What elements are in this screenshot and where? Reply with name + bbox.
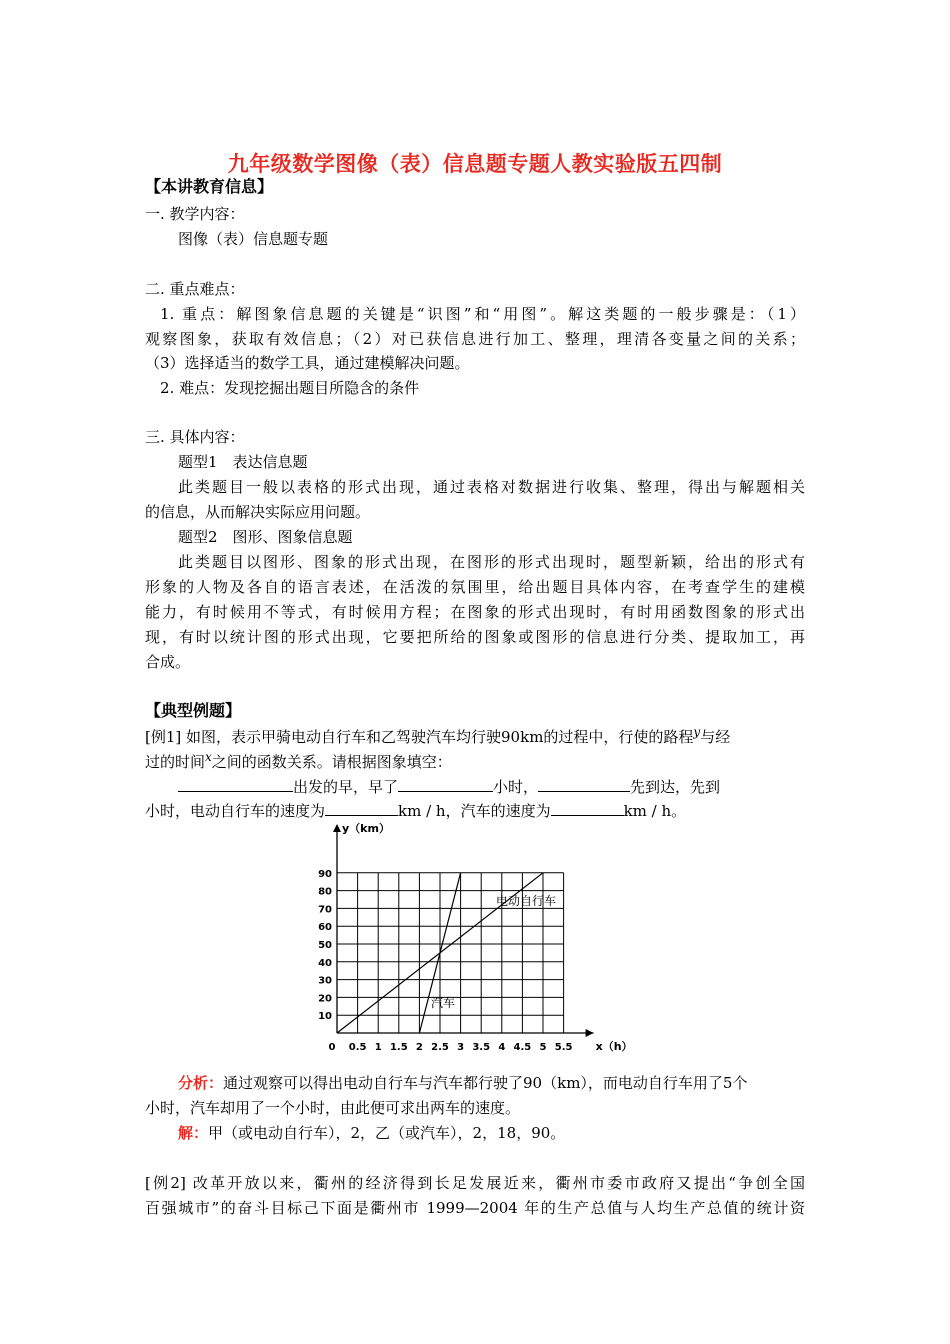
type2-line5: 合成。 [145, 653, 191, 671]
type1-heading: 题型1 表达信息题 [178, 453, 308, 471]
example1-line3-text-a: 出发的早，早了 [293, 778, 399, 796]
type2-line1: 此类题目以图形、图象的形式出现，在图形的形式出现时，题型新颖，给出的形式有 [178, 553, 805, 571]
example1-line1-text: [例1] 如图，表示甲骑电动自行车和乙驾驶汽车均行驶90km的过程中，行使的路程 [145, 728, 694, 746]
analysis-label: 分析： [178, 1074, 224, 1092]
x-tick-label: 2.5 [431, 1042, 449, 1053]
section-heading-examples: 【典型例题】 [145, 701, 242, 720]
section2-key-line2: 观察图象，获取有效信息；（2）对已获信息进行加工、整理，理清各变量之间的关系； [145, 330, 805, 348]
variable-x: x [205, 750, 212, 764]
x-tick-label: 5 [539, 1042, 547, 1053]
x-axis-arrow [586, 1029, 594, 1037]
blank-first-arrival[interactable] [538, 777, 630, 792]
blank-bike-speed[interactable] [325, 801, 398, 816]
example1-line4-text-a: 小时，电动自行车的速度为 [145, 802, 326, 820]
example1-line3 [178, 777, 720, 797]
x-tick-label: 2 [415, 1042, 423, 1053]
x-tick-label: 3.5 [472, 1042, 491, 1053]
section3-heading: 三. 具体内容： [145, 428, 245, 446]
type2-heading: 题型2 图形、图象信息题 [178, 528, 353, 546]
x-tick-label: 0.5 [348, 1042, 367, 1053]
x-tick-label: 3 [457, 1042, 465, 1053]
y-tick-label: 30 [318, 975, 332, 987]
analysis-text: 通过观察可以得出电动自行车与汽车都行驶了90（km），而电动自行车用了5个 [223, 1074, 748, 1092]
answer-label: 解： [178, 1124, 209, 1142]
x-tick-label: 5.5 [554, 1042, 573, 1053]
blank-early-hours[interactable] [398, 777, 493, 792]
y-tick-label: 60 [318, 922, 332, 934]
section1-heading: 一. 教学内容： [145, 205, 245, 223]
y-tick-label: 90 [318, 868, 332, 880]
type2-line4: 现，有时以统计图的形式出现，它要把所给的图象或图形的信息进行分类、提取加工，再 [145, 628, 805, 646]
distance-time-chart [300, 820, 645, 1062]
x-tick-label: 4 [498, 1042, 506, 1053]
series-label-electric-bike: 电动自行车 [496, 894, 557, 908]
answer-line [178, 1123, 565, 1143]
section2-difficulty: 2. 难点：发现挖掘出题目所隐含的条件 [160, 379, 420, 397]
x-tick-label: 4.5 [513, 1042, 532, 1053]
y-tick-label: 10 [318, 1011, 332, 1023]
y-tick-label: 20 [318, 993, 332, 1005]
example1-line3-text-c: 先到达，先到 [630, 778, 721, 796]
type1-line2: 的信息，从而解决实际应用问题。 [145, 503, 371, 521]
example1-line2 [145, 752, 452, 773]
x-tick-label: 0 [328, 1042, 336, 1053]
analysis-line1 [178, 1073, 747, 1093]
type1-line1: 此类题目一般以表格的形式出现，通过表格对数据进行收集、整理，得出与解题相关 [178, 478, 805, 496]
example1-line1-end: 与经 [700, 728, 731, 746]
y-tick-label: 40 [318, 957, 332, 969]
series-label-car: 汽车 [431, 996, 456, 1010]
chart-labels [318, 822, 632, 1053]
section2-key-line3: （3）选择适当的数学工具，通过建模解决问题。 [145, 354, 470, 372]
section2-heading: 二. 重点难点： [145, 280, 245, 298]
example1-line4-text-c: km / h。 [623, 802, 687, 820]
type2-line2: 形象的人物及各自的语言表述，在活泼的氛围里，给出题目具体内容，在考查学生的建模 [145, 578, 805, 596]
example1-line4 [145, 801, 686, 821]
example1-line2-text: 过的时间 [145, 753, 206, 771]
answer-text: 甲（或电动自行车），2，乙（或汽车），2，18，90。 [208, 1124, 566, 1142]
document-title: 九年级数学图像（表）信息题专题人教实验版五四制 [227, 151, 723, 176]
section-heading-info: 【本讲教育信息】 [145, 177, 274, 196]
variable-y: y [693, 725, 701, 739]
blank-early-vehicle[interactable] [178, 777, 293, 792]
section2-key-line1: 1. 重点：解图象信息题的关键是“识图”和“用图”。解这类题的一般步骤是：（1） [160, 305, 805, 323]
y-tick-label: 50 [318, 940, 332, 951]
x-tick-label: 1.5 [389, 1042, 408, 1053]
y-axis-label: y（km） [342, 822, 390, 835]
example1-line2-end: 之间的函数关系。请根据图象填空： [211, 753, 452, 771]
section1-body: 图像（表）信息题专题 [178, 230, 329, 248]
blank-car-speed[interactable] [551, 801, 624, 816]
y-axis-arrow [333, 824, 341, 832]
y-tick-label: 70 [318, 904, 332, 916]
x-axis-label: x（h） [595, 1040, 633, 1053]
example1-line1 [145, 727, 730, 748]
analysis-line2: 小时，汽车却用了一个小时，由此便可求出两车的速度。 [145, 1099, 521, 1117]
y-tick-label: 80 [318, 886, 332, 898]
example1-line4-text-b: km / h，汽车的速度为 [398, 802, 551, 820]
example1-line3-text-b: 小时， [493, 778, 539, 796]
x-tick-label: 1 [374, 1042, 382, 1053]
example2-line2: 百强城市”的奋斗目标己下面是衢州市 1999—2004 年的生产总值与人均生产总值的统计资 [145, 1199, 805, 1217]
example2-line1: [例2] 改革开放以来，衢州的经济得到长足发展近来，衢州市委市政府又提出“争创全国 [145, 1174, 805, 1192]
type2-line3: 能力，有时候用不等式，有时候用方程；在图象的形式出现时，有时用函数图象的形式出 [145, 603, 805, 621]
